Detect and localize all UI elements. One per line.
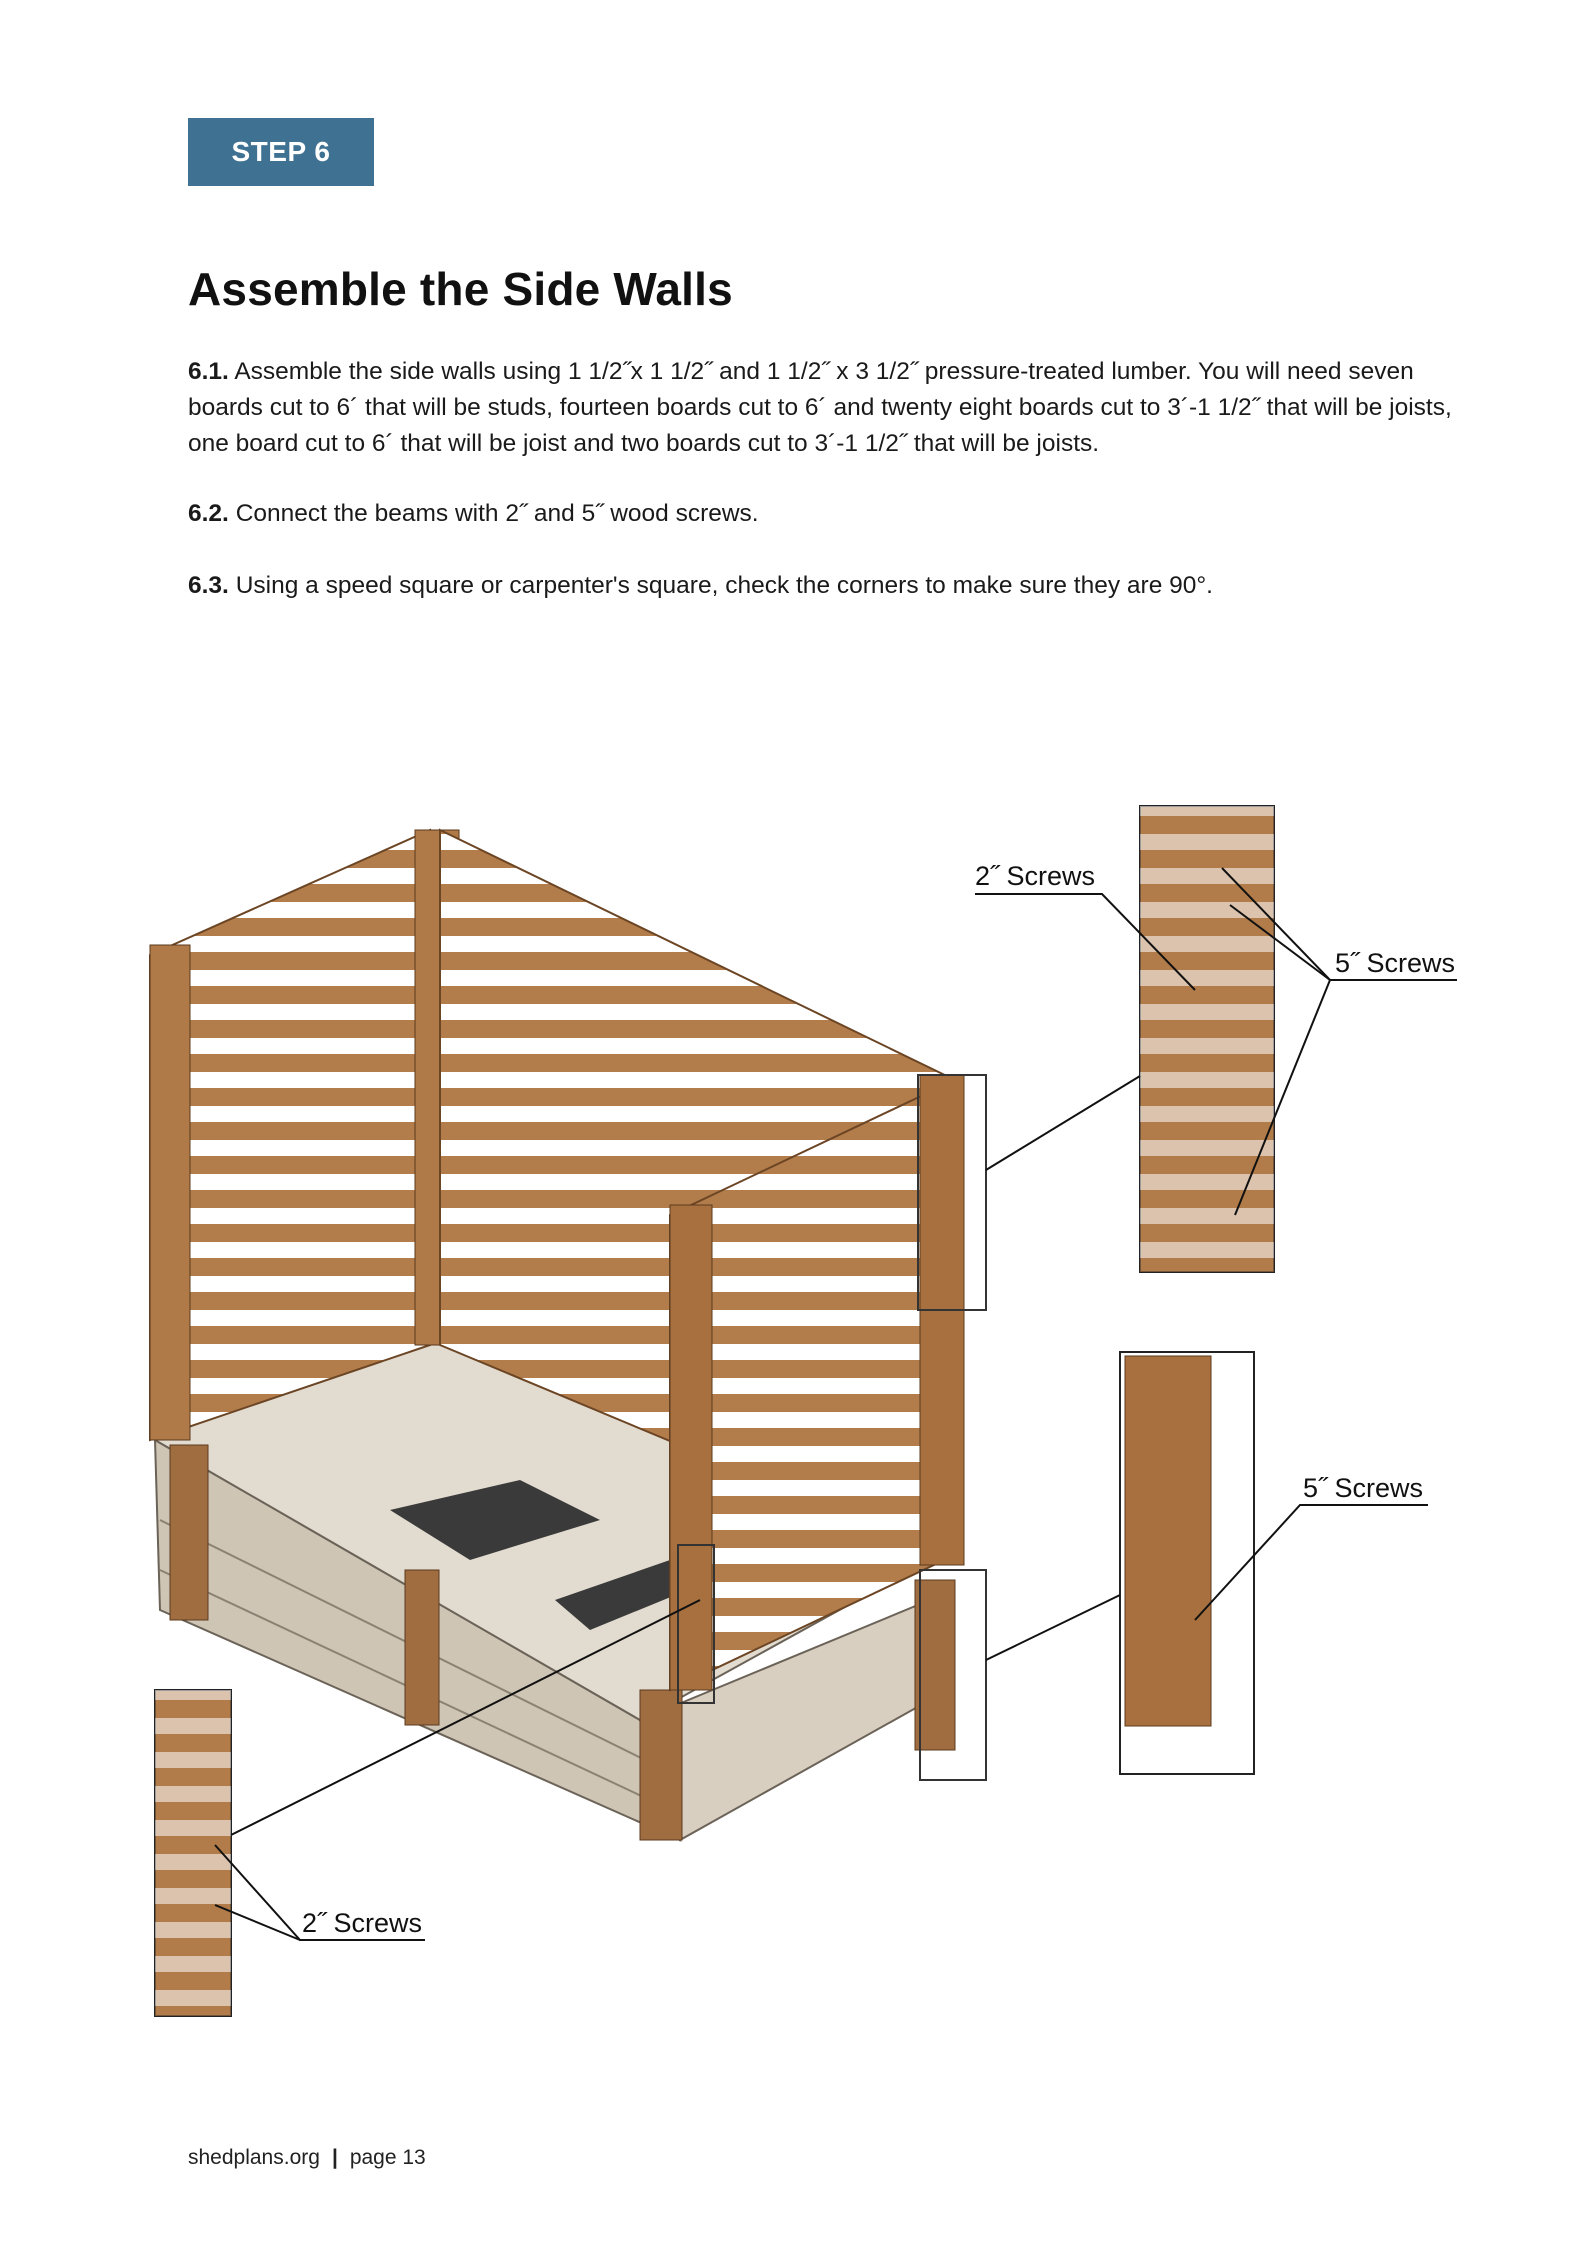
footer-separator: | [331, 2146, 338, 2169]
instruction-text: Assemble the side walls using 1 1/2˝x 1 1/2˝ and 1 1/2˝ x 3 1/2˝ pressure-treated lumber. You will need seven boards cut to 6´ that will be studs, fourteen boards cut to 6´ and twenty eight boards cut to 3´-1 1/2˝ that will be joists, one board cut to 6´ that will be joist and two boards cut to 3´-1 1/2˝ that will be joists. [188, 358, 1452, 457]
instruction-6-2 [188, 496, 1488, 532]
highlight-box [920, 1570, 986, 1780]
planter-box [155, 1330, 955, 1840]
detail-middle-right [1120, 1352, 1254, 1774]
detail-top-right [1140, 806, 1274, 1272]
footer-site: shedplans.org [188, 2146, 320, 2169]
callout-bottom-left: 2˝ Screws [302, 1908, 423, 1938]
instruction-6-1 [188, 354, 1488, 462]
page-footer [188, 2146, 426, 2170]
step-badge: STEP 6 [188, 118, 374, 186]
footer-page: page 13 [349, 2146, 426, 2169]
instruction-number: 6.3. [188, 572, 229, 599]
instruction-text: Connect the beams with 2˝ and 5˝ wood screws. [235, 500, 759, 527]
instruction-6-3 [188, 568, 1488, 604]
callout-top-right: 5˝ Screws [1335, 948, 1456, 978]
instruction-text: Using a speed square or carpenter's square, check the corners to make sure they are 90°. [235, 572, 1213, 599]
callout-top-left: 2˝ Screws [975, 861, 1096, 891]
leader-lines [215, 868, 1457, 1940]
side-wall [440, 830, 964, 1690]
page-title: Assemble the Side Walls [188, 263, 733, 315]
callout-middle-right: 5˝ Screws [1303, 1473, 1424, 1503]
back-wall [150, 830, 459, 1440]
instruction-number: 6.2. [188, 500, 229, 527]
highlight-box [918, 1075, 986, 1310]
instruction-number: 6.1. [188, 358, 229, 385]
highlight-box [678, 1545, 714, 1703]
detail-bottom-left [155, 1690, 231, 2016]
